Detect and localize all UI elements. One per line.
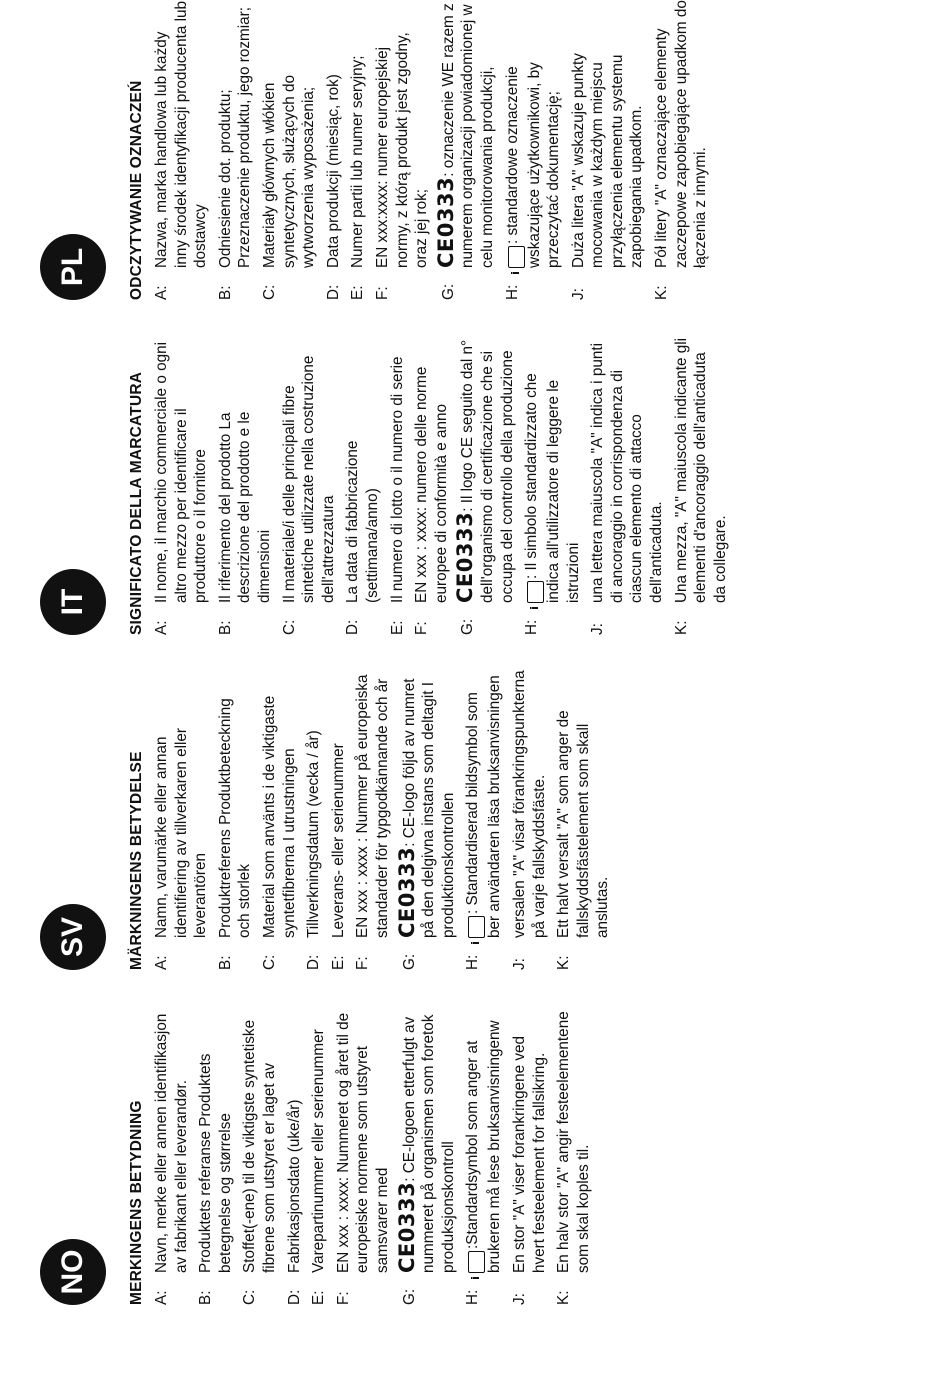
ce-mark: CE0333 xyxy=(453,511,478,603)
language-column-it xyxy=(0,335,950,635)
item-text: Varepartinummer eller serienummer xyxy=(310,1029,328,1273)
item-key: A: xyxy=(153,620,170,635)
item-text: Material som använts i de viktigaste syntetfibrerna I utrustningen xyxy=(260,695,298,938)
item-key: E: xyxy=(310,1290,328,1305)
item-key: F: xyxy=(373,286,391,300)
item-text: En stor "A" viser forankringene ved hvert festeelement for fallsikring. xyxy=(510,1035,548,1273)
item-key: E: xyxy=(349,285,367,300)
item-key: C: xyxy=(260,284,278,300)
marking-item xyxy=(554,1005,593,1305)
marking-item xyxy=(569,0,647,300)
item-text: Il nome, il marchio commerciale o ogni altro mezzo per identificare il produttore o il fornitore xyxy=(153,342,210,603)
item-text: En halv stor "A" angir festeelementene som skal koples til. xyxy=(555,1011,592,1273)
item-key: H: xyxy=(523,619,541,635)
item-text: Produktreferens Produktbeteckning och storlek xyxy=(216,698,254,938)
item-key: A: xyxy=(153,955,170,970)
item-key: G: xyxy=(439,283,457,300)
item-key: H: xyxy=(503,284,521,300)
item-key: D: xyxy=(324,284,342,300)
item-text: : Standardiserad bildsymbol som ber användaren läsa bruksanvisningen xyxy=(464,675,504,938)
marking-item xyxy=(260,0,319,300)
language-column-pl xyxy=(0,0,950,300)
item-key: D: xyxy=(285,1289,303,1305)
language-badge: IT xyxy=(40,569,106,635)
item-text: Duża litera "A" wskazuje punkty mocowania w każdym miejscu przyłączenia elementu systemu zapobiegania upadkom. xyxy=(569,53,646,268)
marking-item xyxy=(672,335,731,635)
item-key: J: xyxy=(569,288,587,300)
item-text: Fabrikasjonsdato (uke/år) xyxy=(285,1099,303,1273)
item-key: E: xyxy=(388,620,406,635)
item-key: J: xyxy=(510,958,528,970)
item-text: Odniesienie dot. produktu; Przeznaczenie produktu, jego rozmiar; xyxy=(216,6,254,268)
item-text: Tillverkningsdatum (vecka / år) xyxy=(305,730,323,938)
item-text: Namn, varumärke eller annan identifiering av tillverkaren eller leverantören xyxy=(153,727,210,938)
item-key: H: xyxy=(464,1289,482,1305)
marking-list xyxy=(152,0,716,300)
item-key: D: xyxy=(305,954,323,970)
marking-item xyxy=(324,0,344,300)
item-text: Numer partii lub numer seryjny; xyxy=(349,55,367,268)
marking-list xyxy=(152,335,735,635)
marking-item xyxy=(353,670,392,970)
marking-item xyxy=(388,335,408,635)
item-key: B: xyxy=(197,1290,215,1305)
item-key: C: xyxy=(260,954,278,970)
item-text: Stoffet(-ene) til de viktigste syntetiske fibrene som utstyret er laget av xyxy=(241,1019,278,1273)
item-text: Materiały głównych włókien syntetycznych, służących do wytworzenia wyposażenia; xyxy=(260,75,318,268)
item-text: una lettera maiuscola "A" indica i punti di ancoraggio in corrispondenza di ciascun elemento di attacco dell'anticaduta. xyxy=(589,342,666,603)
item-text: Il riferimento del prodotto La descrizione del prodotto e le dimensioni xyxy=(216,411,273,603)
marking-item xyxy=(510,1005,549,1305)
marking-item xyxy=(503,0,564,300)
marking-list xyxy=(152,670,618,970)
marking-item xyxy=(373,0,432,300)
item-text: : Il logo CE seguito dal n° dell'organismo di certificazione che si occupa del controllo della produzione xyxy=(459,339,516,603)
marking-item xyxy=(394,1005,459,1305)
marking-item xyxy=(280,335,339,635)
item-text: Navn, merke eller annen identifikasjon av fabrikant eller leverandør. xyxy=(153,1013,190,1273)
item-key: H: xyxy=(464,954,482,970)
item-key: J: xyxy=(589,623,607,635)
item-key: A: xyxy=(153,285,170,300)
item-key: J: xyxy=(510,1293,528,1305)
marking-item xyxy=(463,670,505,970)
section-heading: SIGNIFICATO DELLA MARCATURA xyxy=(128,371,145,635)
ce-mark: CE0333 xyxy=(433,176,458,268)
item-key: K: xyxy=(653,285,671,300)
marking-item xyxy=(329,670,349,970)
item-text: Una mezza, "A" maiuscola indicante gli elementi d'ancoraggio dell'anticaduta da collegare. xyxy=(672,337,729,603)
marking-item xyxy=(152,0,211,300)
language-column-sv xyxy=(0,670,950,970)
language-badge: PL xyxy=(40,234,106,300)
marking-item xyxy=(260,670,299,970)
marking-item xyxy=(522,335,583,635)
item-text: : standardowe oznaczenie wskazujące użytkownikowi, by przeczytać dokumentację; xyxy=(503,62,563,268)
marking-item xyxy=(453,335,517,635)
item-key: K: xyxy=(555,955,573,970)
marking-item xyxy=(554,670,613,970)
item-key: A: xyxy=(153,1290,170,1305)
manual-book-icon: i xyxy=(527,581,544,603)
item-text: Il materiale/i delle principali fibre sintetiche utilizzate nella costruzione dell'attrezzatura xyxy=(280,355,337,603)
item-text: Pół litery "A" oznaczające elementy zaczepowe zapobiegające upadkom do łączenia z innymi. xyxy=(653,0,710,268)
marking-item xyxy=(433,0,498,300)
item-text: Leverans- eller serienummer xyxy=(329,743,347,938)
item-key: C: xyxy=(241,1289,259,1305)
marking-item xyxy=(285,1005,305,1305)
marking-item xyxy=(152,335,211,635)
marking-item xyxy=(334,1005,393,1305)
item-key: F: xyxy=(354,956,372,970)
section-heading: MÄRKNINGENS BETYDELSE xyxy=(128,751,145,970)
item-key: F: xyxy=(334,1291,352,1305)
item-text: Il numero di lotto o il numero di serie xyxy=(388,356,406,603)
marking-item xyxy=(463,1005,505,1305)
marking-item xyxy=(412,335,451,635)
item-text: : CE-logo följd av numret på den delgivna instans som deltagit I produktionskontrollen xyxy=(400,678,457,938)
item-key: D: xyxy=(344,619,362,635)
marking-item xyxy=(216,335,275,635)
item-text: EN xxx:xxxx: numer europejskiej normy, z którą produkt jest zgodny, oraz jej rok; xyxy=(373,32,431,268)
manual-book-icon: i xyxy=(508,246,525,268)
marking-item xyxy=(652,0,711,300)
manual-book-icon: i xyxy=(468,916,485,938)
item-text: EN xxx : xxxx : Nummer på europeiska standarder för typgodkännande och år xyxy=(354,674,391,938)
item-key: B: xyxy=(216,620,234,635)
item-text: : oznaczenie WE razem z numerem organizacji powiadomionej w celu monitorowania produkcji, xyxy=(439,3,496,268)
item-text: :Standardsymbol som anger at brukeren må lese bruksanvisningenw xyxy=(464,1020,504,1273)
item-text: Ett halvt versalt "A" som anger de fallskyddsfästelement som skall anslutas. xyxy=(555,710,612,938)
marking-item xyxy=(394,670,459,970)
section-heading: ODCZYTYWANIE OZNACZEŃ xyxy=(128,80,145,300)
item-key: B: xyxy=(216,285,234,300)
marking-item xyxy=(196,1005,235,1305)
marking-item xyxy=(216,0,255,300)
marking-item xyxy=(216,670,255,970)
marking-item xyxy=(309,1005,329,1305)
item-key: E: xyxy=(329,955,347,970)
marking-item xyxy=(152,670,211,970)
item-key: C: xyxy=(280,619,298,635)
ce-mark: CE0333 xyxy=(394,846,419,938)
item-key: G: xyxy=(400,1288,418,1305)
marking-item xyxy=(240,1005,279,1305)
marking-item xyxy=(510,670,549,970)
item-text: La data di fabbricazione (settimana/anno) xyxy=(344,440,381,603)
manual-book-icon: i xyxy=(468,1251,485,1273)
item-text: EN xxx : xxxx: numero delle norme europee di conformità e anno xyxy=(413,366,450,603)
item-text: Nazwa, marka handlowa lub każdy inny środek identyfikacji producenta lub dostawcy xyxy=(153,0,210,268)
item-text: EN xxx : xxxx: Nummeret og året til de europeiske normene som utstyret samsvarer med xyxy=(334,1012,391,1273)
item-text: : Il simbolo standardizzato che indica all'utilizzatore di leggere le istruzioni xyxy=(523,373,582,603)
item-key: K: xyxy=(555,1290,573,1305)
item-key: B: xyxy=(216,955,234,970)
item-text: versalen "A" visar förankringspunkterna på varje fallskyddsfäste. xyxy=(510,670,548,938)
item-key: G: xyxy=(459,618,477,635)
language-column-no xyxy=(0,1005,950,1305)
item-text: Produktets referanse Produktets betegnelse og størrelse xyxy=(197,1053,234,1273)
marking-item xyxy=(348,0,368,300)
item-key: F: xyxy=(413,621,431,635)
item-text: Data produkcji (miesiąc, rok) xyxy=(324,74,342,268)
item-key: G: xyxy=(400,953,418,970)
item-key: K: xyxy=(672,620,690,635)
section-heading: MERKINGENS BETYDNING xyxy=(128,1100,145,1305)
marking-list xyxy=(152,1005,598,1305)
marking-item xyxy=(588,335,666,635)
ce-mark: CE0333 xyxy=(394,1181,419,1273)
item-text: : CE-logoen etterfulgt av nummeret på organismen som foretok produksjonskontroll xyxy=(400,1014,457,1273)
marking-item xyxy=(304,670,324,970)
marking-item xyxy=(343,335,382,635)
language-badge: SV xyxy=(40,904,106,970)
marking-item xyxy=(152,1005,191,1305)
language-badge: NO xyxy=(40,1239,106,1305)
